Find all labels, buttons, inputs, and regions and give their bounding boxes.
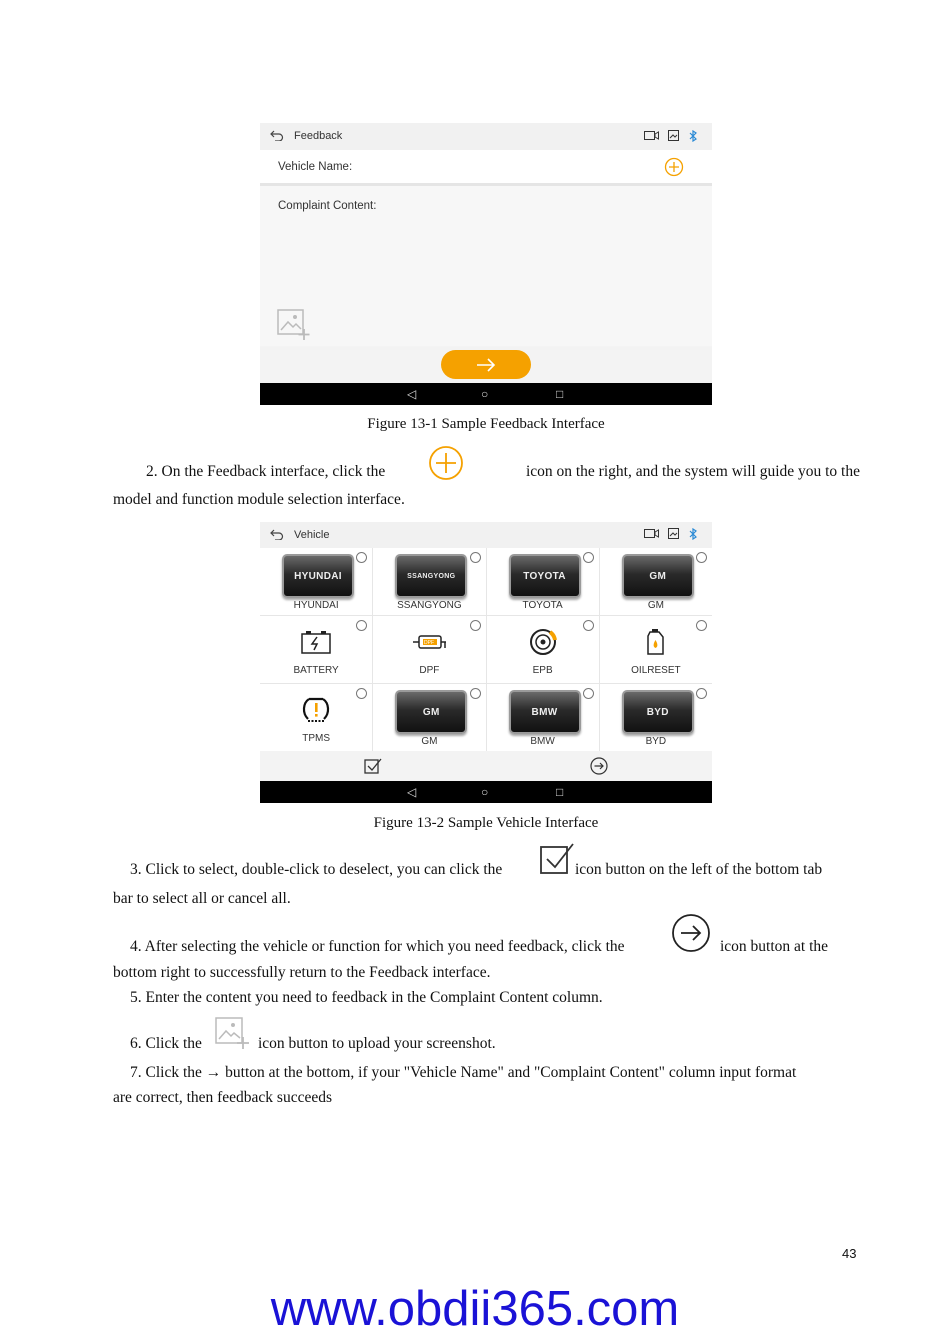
select-radio[interactable]: [583, 552, 594, 563]
grid-item-toyota[interactable]: [487, 548, 599, 615]
page-title: Feedback: [294, 130, 343, 142]
item-label: BYD: [645, 736, 667, 747]
nav-home-icon[interactable]: ○: [481, 785, 489, 799]
step4-line1-a: 4. After selecting the vehicle or function for which you need feedback, click the: [130, 938, 625, 955]
video-icon[interactable]: [644, 130, 659, 145]
select-radio[interactable]: [356, 552, 367, 563]
step3-line1-a: 3. Click to select, double-click to deselect, you can click the: [130, 861, 503, 878]
epb-icon: [526, 627, 560, 657]
grid-item-hyundai[interactable]: [260, 548, 372, 615]
back-icon[interactable]: [270, 528, 284, 543]
feedback-screenshot: [260, 123, 712, 405]
item-label: OILRESET: [631, 665, 681, 676]
complaint-content-area[interactable]: [260, 186, 712, 346]
item-label: DPF: [419, 665, 440, 676]
vehicle-name-label: Vehicle Name:: [278, 161, 353, 173]
step7-line2: are correct, then feedback succeeds: [113, 1089, 333, 1106]
page-title: Vehicle: [294, 529, 330, 541]
select-radio[interactable]: [696, 688, 707, 699]
item-label: GM: [647, 600, 664, 611]
grid-item-dpf[interactable]: [373, 616, 485, 683]
select-radio[interactable]: [356, 620, 367, 631]
toyota-logo: TOYOTA: [509, 554, 581, 598]
grid-item-ssangyong[interactable]: [373, 548, 485, 615]
grid-item-byd[interactable]: [600, 684, 712, 751]
step4-line2: bottom right to successfully return to the Feedback interface.: [113, 964, 491, 981]
item-label: BMW: [530, 736, 555, 747]
nav-home-icon[interactable]: ○: [481, 387, 489, 401]
image-icon[interactable]: [668, 130, 679, 145]
add-image-icon[interactable]: [277, 309, 311, 344]
step3-line2: bar to select all or cancel all.: [113, 890, 291, 907]
select-all-checkbox-icon: [539, 842, 575, 883]
nav-recents-icon[interactable]: □: [556, 785, 564, 799]
nav-recents-icon[interactable]: □: [556, 387, 564, 401]
item-label: SSANGYONG: [397, 600, 462, 611]
select-radio[interactable]: [356, 688, 367, 699]
add-circle-icon: [428, 445, 464, 486]
vehicle-screenshot: [260, 522, 712, 803]
select-radio[interactable]: [696, 552, 707, 563]
item-label: TPMS: [302, 733, 331, 744]
add-vehicle-icon[interactable]: [664, 157, 684, 180]
nav-back-icon[interactable]: ◁: [407, 785, 417, 799]
add-image-icon: [214, 1016, 250, 1055]
step4-line1-b: icon button at the: [720, 938, 829, 955]
nav-back-icon[interactable]: ◁: [407, 387, 417, 401]
dpf-icon: [412, 627, 446, 657]
select-radio[interactable]: [583, 688, 594, 699]
back-icon[interactable]: [270, 129, 284, 144]
grid-item-battery[interactable]: [260, 616, 372, 683]
item-label: TOYOTA: [522, 600, 563, 611]
bmw-logo: BMW: [509, 690, 581, 734]
item-label: BATTERY: [293, 665, 339, 676]
next-arrow-icon[interactable]: [590, 757, 608, 780]
grid-item-gm-2[interactable]: [373, 684, 485, 751]
android-nav-bar: [260, 383, 712, 405]
feedback-header: [260, 123, 712, 150]
step6-b: icon button to upload your screenshot.: [258, 1035, 496, 1052]
page-number: 43: [842, 1246, 857, 1261]
submit-next-button[interactable]: [441, 350, 531, 379]
hyundai-logo: HYUNDAI: [282, 554, 354, 598]
gm-logo: GM: [622, 554, 694, 598]
vehicle-bottom-tab-bar: [260, 751, 712, 781]
figure1-caption: Figure 13-1 Sample Feedback Interface: [367, 416, 605, 432]
select-radio[interactable]: [696, 620, 707, 631]
gm-logo: GM: [395, 690, 467, 734]
grid-item-oilreset[interactable]: [600, 616, 712, 683]
svg-text:DPF: DPF: [424, 640, 435, 647]
select-all-icon[interactable]: [364, 757, 382, 780]
select-radio[interactable]: [470, 620, 481, 631]
step6-a: 6. Click the: [130, 1035, 202, 1052]
step2-line1: 2. On the Feedback interface, click the: [146, 463, 386, 480]
vehicle-name-row: [260, 150, 712, 186]
step7-line1: 7. Click the → button at the bottom, if your "Vehicle Name" and "Complaint Content" column input format: [130, 1064, 797, 1081]
select-radio[interactable]: [470, 552, 481, 563]
item-label: HYUNDAI: [293, 600, 339, 611]
grid-item-gm[interactable]: [600, 548, 712, 615]
select-radio[interactable]: [470, 688, 481, 699]
item-label: GM: [421, 736, 438, 747]
video-icon[interactable]: [644, 528, 659, 543]
watermark-url: www.obdii365.com: [270, 1282, 680, 1336]
step3-line1-b: icon button on the left of the bottom tab: [575, 861, 823, 878]
select-radio[interactable]: [583, 620, 594, 631]
android-nav-bar: [260, 781, 712, 803]
complaint-content-label: Complaint Content:: [278, 200, 377, 212]
battery-icon: [299, 627, 333, 657]
grid-item-epb[interactable]: [487, 616, 599, 683]
feedback-bottom-bar: [260, 347, 712, 384]
ssangyong-logo: SSANGYONG: [395, 554, 467, 598]
grid-item-tpms[interactable]: [260, 684, 372, 751]
step2-line2: model and function module selection interface.: [113, 491, 405, 508]
vehicle-header: [260, 522, 712, 548]
step5: 5. Enter the content you need to feedback in the Complaint Content column.: [130, 989, 603, 1006]
bluetooth-icon[interactable]: [688, 528, 698, 543]
figure2-caption: Figure 13-2 Sample Vehicle Interface: [373, 815, 599, 831]
oil-icon: [639, 627, 673, 657]
tpms-icon: [299, 695, 333, 725]
step2-after-icon: icon on the right, and the system will guide you to the: [525, 463, 860, 480]
item-label: EPB: [532, 665, 553, 676]
circle-arrow-icon: [671, 913, 711, 958]
bluetooth-icon[interactable]: [688, 130, 698, 145]
byd-logo: BYD: [622, 690, 694, 734]
vehicle-grid: [260, 548, 712, 751]
image-icon[interactable]: [668, 528, 679, 543]
grid-item-bmw[interactable]: [487, 684, 599, 751]
